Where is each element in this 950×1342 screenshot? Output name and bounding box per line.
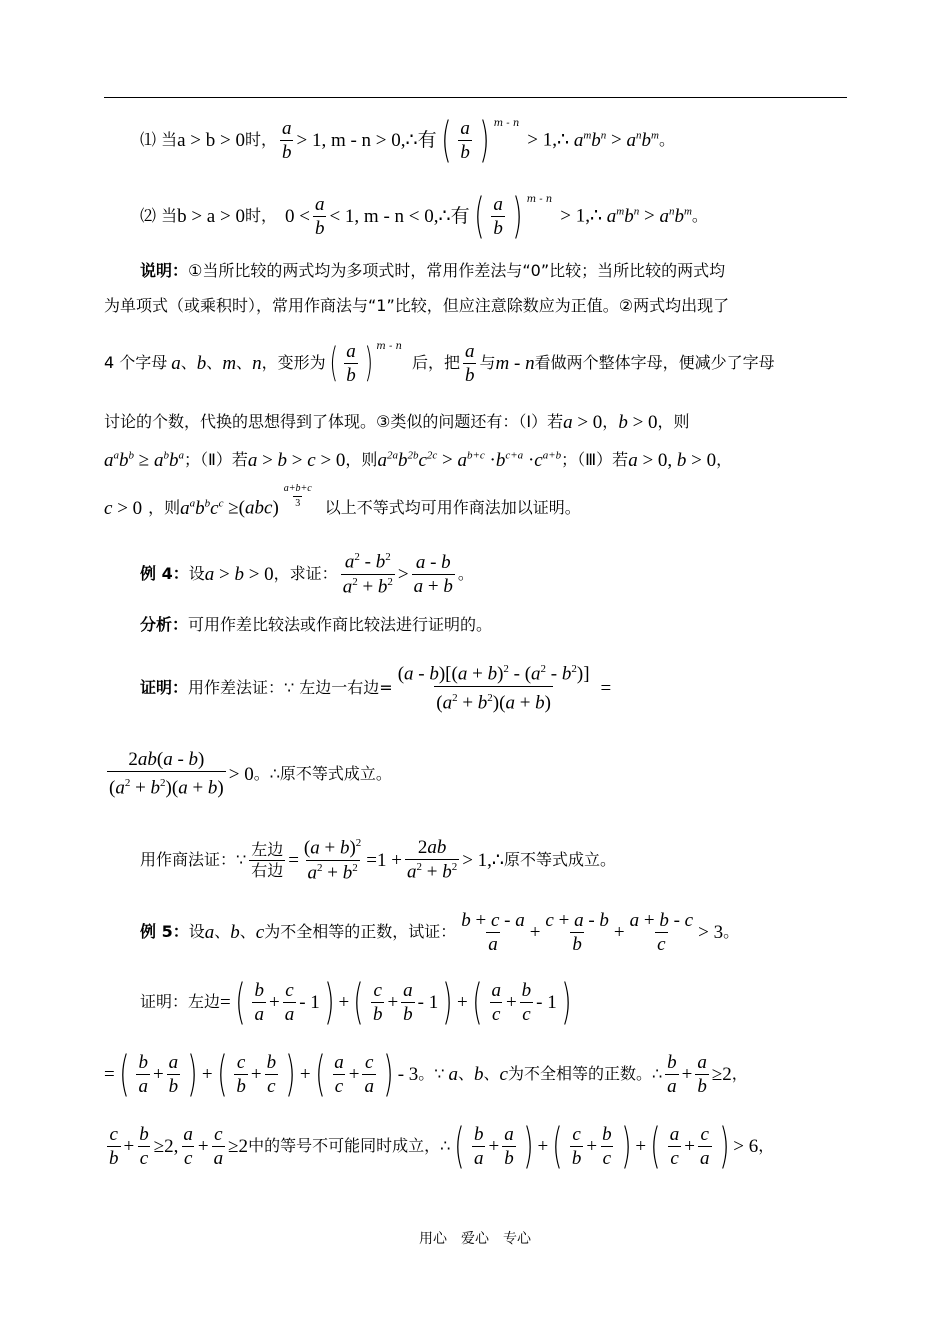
case1-prefix: ⑴ 当: [140, 130, 178, 149]
case2-tail: 。: [691, 206, 708, 225]
proof-text: 用作差法证：∵ 左边一右边=: [188, 678, 393, 697]
ex4-text2: ，求证：: [273, 564, 338, 583]
ex5-text: 设: [188, 922, 205, 941]
ex5-label: 例 5：: [140, 922, 189, 941]
analysis-line: [104, 617, 849, 633]
case2-time: 时，: [244, 206, 277, 225]
frac-a-b: $\frac{a}{b}$: [281, 117, 292, 163]
proof-frac-1: $\frac{(a - b)[(a + b)^2 - (a^2 - b^2)]}{(a^2 + b^2)(a + b)}$: [397, 663, 590, 713]
note-text-3e: 看做两个整体字母，便减少了字母: [534, 353, 775, 372]
case2-lead: 0 <: [284, 205, 310, 227]
proof5-mid: 。∵: [418, 1064, 445, 1083]
note-label: 说明：: [140, 261, 189, 280]
proof5-mid3: 中的等号不可能同时成立，∴: [248, 1136, 451, 1155]
note-exp: m - n: [376, 341, 402, 352]
frac-a-b-2: $\frac{a}{b}$: [314, 193, 325, 239]
note-text-4b: ，则: [657, 412, 690, 431]
proof-label: 证明：: [140, 678, 189, 697]
ex4-text: 设: [188, 564, 205, 583]
ex4-frac-left: $\frac{a^2 - b^2}{a^2 + b^2}$: [342, 551, 393, 597]
note-text-3c: 后，把: [411, 353, 460, 372]
example-5-line: 例 5： 设 a 、 b 、 c 为不全相等的正数，试证： $\frac{b + c - a}{a}$ + $\frac{c + a - b}{b}$ + $\frac{a + b - c}{c}$ > 3 。: [140, 909, 740, 955]
case2-mid: < 1, m - n < 0,∴有: [329, 205, 470, 227]
note-line-3: 4 个字母 a 、 b 、 m 、 n ，变形为 ( $\frac{a}{b}$ ) m - n 后，把 $\frac{a}{b}$ 与 m - n 看做两个整体字母，便减少了字母: [104, 340, 775, 386]
proof-end: 。∴原不等式成立。: [253, 764, 392, 783]
paren-a-b: ( $\frac{a}{b}$ ): [440, 112, 490, 168]
case1-tail: 。: [658, 130, 675, 149]
case2-result: > 1,∴ $a^mb^n > a^nb^m$: [560, 205, 692, 227]
header-rule: [104, 97, 847, 98]
proof2-text: 用作商法证：∵: [140, 850, 247, 869]
proof-line-2: $\frac{2ab(a - b)}{(a^2 + b^2)(a + b)}$ > 0 。∴原不等式成立。: [109, 749, 392, 799]
example-4-line: 例 4： 设 a > b > 0 ，求证： $\frac{a^2 - b^2}{a^2 + b^2}$ > $\frac{a - b}{a + b}$ 。: [140, 551, 474, 597]
proof2-frac-2: $\frac{2ab}{a^2 + b^2}$: [406, 837, 458, 883]
ex5-text2: 为不全相等的正数，试证：: [264, 922, 457, 941]
note-line-1: [104, 263, 849, 279]
case1-time: 时，: [244, 130, 277, 149]
note-text-6b: 以上不等式均可用作商法加以证明。: [324, 498, 581, 517]
proof-frac-2: $\frac{2ab(a - b)}{(a^2 + b^2)(a + b)}$: [109, 749, 224, 799]
ex4-label: 例 4：: [140, 564, 189, 583]
note-line-2: [104, 298, 849, 314]
note-text-1: ①当所比较的两式均为多项式时，常用作差法与“0”比较；当所比较的两式均: [188, 261, 726, 280]
note-text-5a: ；（Ⅱ）若: [183, 450, 248, 469]
proof-line-3: 用作商法证：∵ $\frac{\text{左边}}{\text{右边}}$ = $\frac{(a + b)^2}{a^2 + b^2}$ =1 + $\frac{2ab}{a^2 + b^2}$ > 1,∴ 原不等式成立。: [140, 837, 617, 883]
proof2-right: 右边: [251, 860, 284, 880]
paren-a-b-2: ( $\frac{a}{b}$ ): [473, 188, 523, 244]
note-line-6: c > 0 ，则 $a^ab^bc^c \ge(abc)$ $\frac{a+b+c}{3}$ 以上不等式均可用作商法加以证明。: [104, 482, 581, 519]
case1-result: > 1,∴ $a^mb^n > a^nb^m$: [527, 129, 659, 151]
ex4-frac-right: $\frac{a - b}{a + b}$: [413, 551, 453, 597]
analysis-label: 分析：: [140, 615, 189, 634]
case1-exp: m - n: [493, 118, 520, 129]
case1-mid: > 1, m - n > 0,∴有: [296, 129, 437, 151]
ex5-end: 。: [723, 922, 740, 941]
note-line-5: $a^ab^b \ge a^bb^a$ ；（Ⅱ）若 a > b > c > 0 ，则 $a^{2a}b^{2b}c^{2c} > a^{b+c} \cdot b^{c+a} \cdot c^{a+b}$ ；（Ⅲ）若 a > 0, b > 0 ，: [104, 449, 733, 471]
ex4-end: 。: [457, 564, 474, 583]
proof5-text: 证明：左边: [140, 992, 221, 1011]
frac-a-b-4: $\frac{a}{b}$: [464, 340, 475, 386]
case2-exp: m - n: [526, 194, 553, 205]
case2-prefix: ⑵ 当: [140, 206, 178, 225]
proof5-line-2: = ( $\frac{b}{a}$ + $\frac{a}{b}$ ) + ( $\frac{c}{b}$ + $\frac{b}{c}$ ) + ( $\frac{a}{c}$ + $\frac{c}{a}$ ) - 3 。∵ a 、 b 、 c 为不全相等的正数。∴ $\frac{b}{a}$ + $\frac{a}{b}$ ≥2 ，: [104, 1046, 748, 1102]
note-text-3d: 与: [479, 353, 496, 372]
case2-cond: b > a > 0: [177, 205, 245, 227]
proof2-end: 原不等式成立。: [504, 850, 617, 869]
note-text-3a: 4 个字母: [104, 353, 168, 372]
note-text-6a: ，则: [148, 498, 181, 517]
note-text-4: 讨论的个数，代换的思想得到了体现。③类似的问题还有：（Ⅰ）若: [104, 412, 564, 431]
note-line-4: 讨论的个数，代换的思想得到了体现。③类似的问题还有：（Ⅰ）若 a > 0 ， b > 0 ，则: [104, 411, 690, 433]
case1-cond: a > b > 0: [177, 129, 245, 151]
proof2-frac-words: [249, 839, 285, 880]
note-text-5b: ，则: [345, 450, 378, 469]
analysis-text: 可用作差比较法或作商比较法进行证明的。: [188, 615, 493, 634]
note-text-2: 为单项式（或乘积时），常用作商法与“1”比较，但应注意除数应为正值。②两式均出现了: [104, 296, 730, 315]
proof5-line-1: 证明：左边 = ( $\frac{b}{a}$ + $\frac{c}{a}$ - 1 ) + ( $\frac{c}{b}$ + $\frac{a}{b}$ - 1 ) + ( $\frac{a}{c}$ + $\frac{b}{c}$ - 1 ): [140, 974, 572, 1030]
case-1-line: [104, 112, 675, 168]
case-2-line: [104, 188, 708, 244]
note-text-3b: ，变形为: [261, 353, 326, 372]
page-footer: 用心 爱心 专心: [419, 1231, 531, 1247]
proof2-frac-1: $\frac{(a + b)^2}{a^2 + b^2}$: [303, 837, 362, 883]
paren-a-b-3: ( $\frac{a}{b}$ ): [329, 340, 373, 386]
proof5-mid2: 为不全相等的正数。∴: [507, 1064, 663, 1083]
proof5-line-3: $\frac{c}{b}$ + $\frac{b}{c}$ ≥2, $\frac{a}{c}$ + $\frac{c}{a}$ ≥2 中的等号不可能同时成立，∴ ( $\frac{b}{a}$ + $\frac{a}{b}$ ) + ( $\frac{c}{b}$ + $\frac{b}{c}$ ) + ( $\frac{a}{c}$ + $\frac{c}{a}$ ) > 6 ，: [109, 1118, 775, 1174]
proof-line-1: 证明： 用作差法证：∵ 左边一右边= $\frac{(a - b)[(a + b)^2 - (a^2 - b^2)]}{(a^2 + b^2)(a + b)}$ =: [140, 663, 612, 713]
note-text-5c: ；（Ⅲ）若: [561, 450, 629, 469]
proof2-left: 左边: [251, 839, 284, 859]
